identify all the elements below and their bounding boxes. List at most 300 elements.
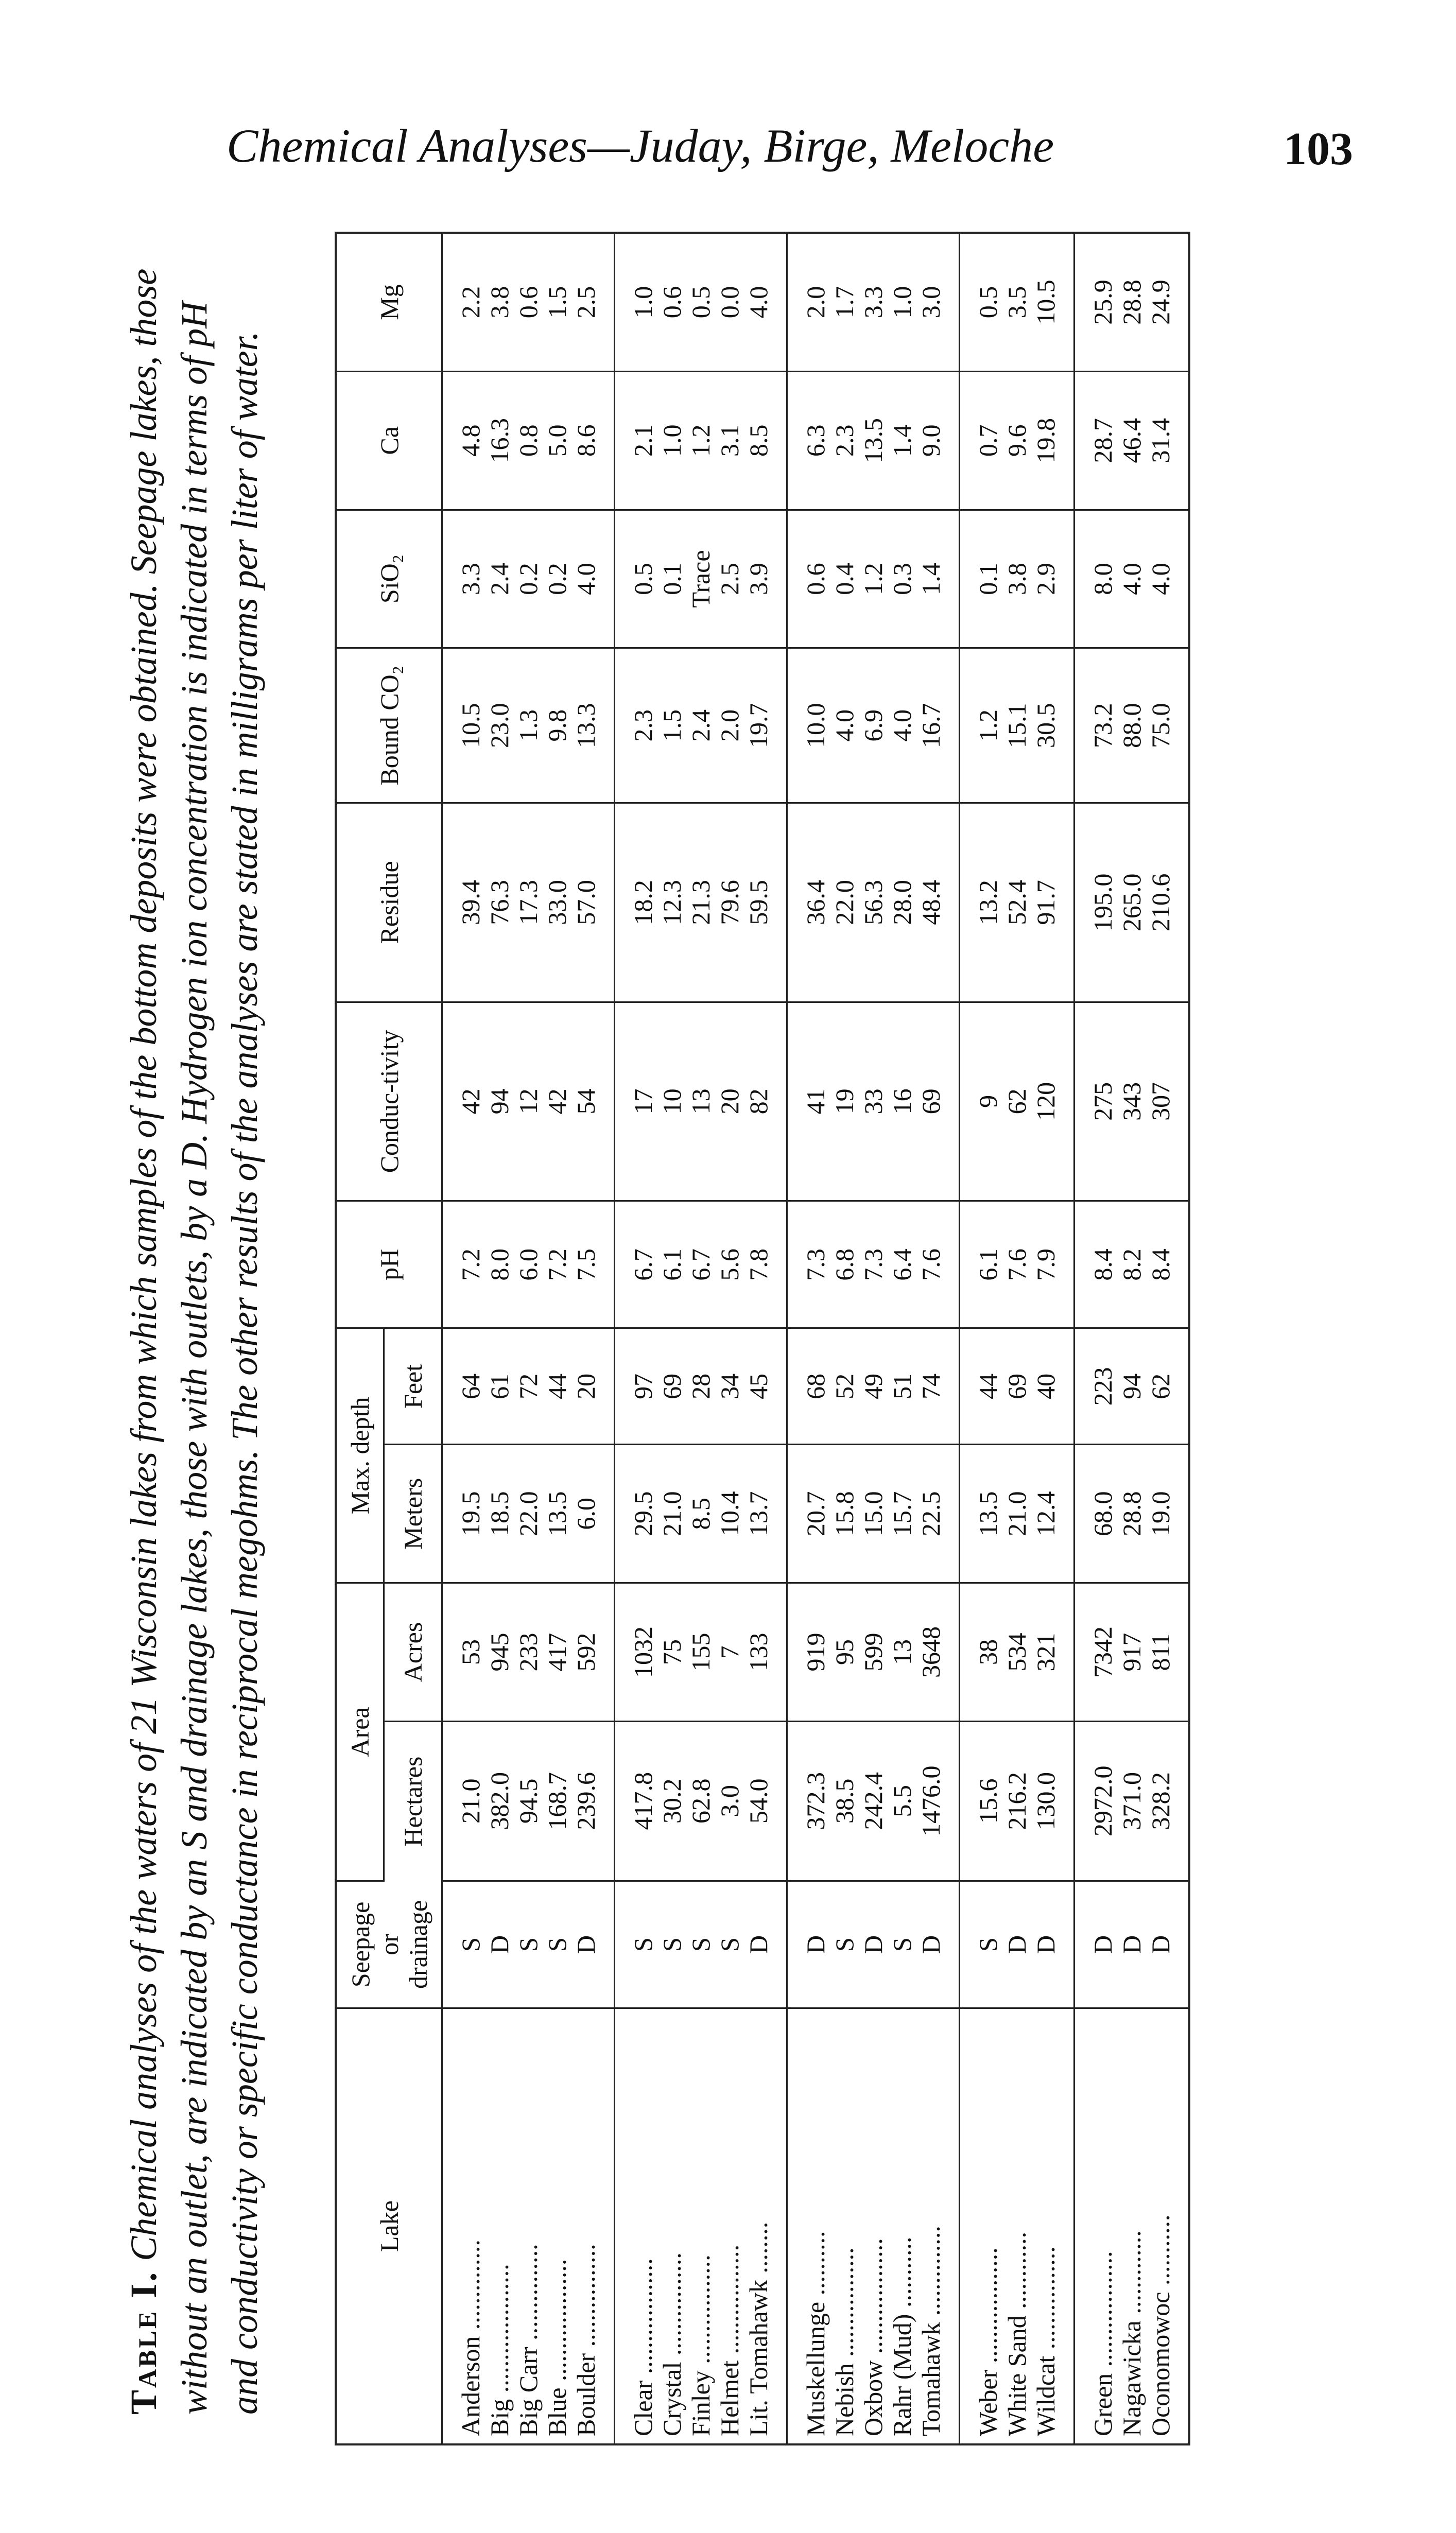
cell-value: 69 <box>1002 1373 1031 1399</box>
cell-value: 9.8 <box>543 709 571 742</box>
cell-value: 3.8 <box>485 286 514 319</box>
cell-value: 15.7 <box>888 1491 916 1536</box>
cell-value: 7.5 <box>571 1248 600 1281</box>
cell-value: 59.5 <box>744 880 773 925</box>
cell-bound-co2 <box>960 648 1074 803</box>
cell-seepage <box>1074 1881 1190 2008</box>
cell-seepage <box>787 1881 960 2008</box>
cell-value: 12.3 <box>657 880 686 925</box>
cell-value: 38.5 <box>830 1778 859 1824</box>
cell-value: 12 <box>514 1088 543 1115</box>
cell-value: 216.2 <box>1002 1772 1031 1830</box>
cell-value: 242.4 <box>859 1772 888 1830</box>
cell-bound-co2 <box>787 648 960 803</box>
cell-value: 265.0 <box>1117 873 1146 932</box>
cell-value: 1.5 <box>543 286 571 319</box>
cell-acres <box>442 1583 615 1722</box>
cell-value: 8.4 <box>1146 1248 1175 1281</box>
cell-feet <box>442 1328 615 1445</box>
header-acres: Acres <box>384 1583 442 1722</box>
cell-value: 275 <box>1088 1082 1117 1121</box>
cell-value: 8.5 <box>744 424 773 457</box>
running-title: Chemical Analyses—Juday, Birge, Meloche <box>227 119 1054 172</box>
cell-value: 2972.0 <box>1088 1765 1117 1837</box>
cell-value: 592 <box>571 1633 600 1672</box>
lake-name: Muskellunge .......... <box>801 2231 830 2436</box>
cell-value: 382.0 <box>485 1772 514 1830</box>
cell-value: 0.1 <box>657 563 686 595</box>
cell-value: D <box>1002 1935 1031 1954</box>
cell-value: 8.0 <box>1088 563 1117 595</box>
cell-residue <box>615 803 787 1002</box>
cell-value: 30.2 <box>657 1778 686 1824</box>
cell-lakes <box>787 2008 960 2444</box>
cell-value: 52.4 <box>1002 880 1031 925</box>
cell-value: 9.0 <box>916 424 945 457</box>
cell-value: 62 <box>1146 1373 1175 1399</box>
cell-value: 33.0 <box>543 880 571 925</box>
cell-value: 7.2 <box>543 1248 571 1281</box>
lake-name: Tomahawk .............. <box>916 2226 945 2436</box>
cell-value: 13.5 <box>974 1491 1002 1536</box>
cell-feet <box>1074 1328 1190 1445</box>
cell-ph <box>615 1201 787 1328</box>
cell-value: 371.0 <box>1117 1772 1146 1830</box>
cell-acres <box>1074 1583 1190 1722</box>
cell-value: 13 <box>686 1088 715 1115</box>
lake-name: Big .................... <box>485 2264 514 2436</box>
lake-name: Weber .................. <box>974 2247 1002 2436</box>
cell-value: 3.1 <box>715 424 744 457</box>
cell-sio2 <box>787 510 960 648</box>
cell-value: D <box>485 1935 514 1954</box>
cell-value: 1.4 <box>916 563 945 595</box>
cell-lakes <box>1074 2008 1190 2444</box>
cell-value: 239.6 <box>571 1772 600 1830</box>
cell-value: 195.0 <box>1088 873 1117 932</box>
cell-value: 6.4 <box>888 1248 916 1281</box>
cell-ph <box>960 1201 1074 1328</box>
cell-value: 307 <box>1146 1082 1175 1121</box>
table-caption <box>118 263 270 2415</box>
cell-value: 68.0 <box>1088 1491 1117 1536</box>
cell-seepage <box>960 1881 1074 2008</box>
cell-value: 57.0 <box>571 880 600 925</box>
cell-value: 1.0 <box>629 286 657 319</box>
cell-mg <box>1074 233 1190 371</box>
cell-value: 6.7 <box>686 1248 715 1281</box>
cell-value: 5.0 <box>543 424 571 457</box>
lake-name: Green .................. <box>1088 2251 1117 2436</box>
cell-sio2 <box>442 510 615 648</box>
cell-value: S <box>715 1937 744 1952</box>
cell-value: 13.5 <box>543 1491 571 1536</box>
cell-feet <box>615 1328 787 1445</box>
cell-value: 10.4 <box>715 1491 744 1536</box>
cell-residue <box>787 803 960 1002</box>
cell-value: 7 <box>715 1645 744 1659</box>
cell-value: 0.6 <box>801 563 830 595</box>
cell-value: 4.0 <box>744 286 773 319</box>
cell-value: 4.0 <box>1146 563 1175 595</box>
cell-conductivity <box>787 1002 960 1201</box>
cell-value: 41 <box>801 1088 830 1115</box>
cell-value: 1032 <box>629 1626 657 1678</box>
cell-value: 2.4 <box>485 563 514 595</box>
header-bound-co2: Bound CO₂ <box>336 648 442 803</box>
lake-name: Finley ................. <box>686 2254 715 2436</box>
cell-value: 0.2 <box>543 563 571 595</box>
cell-value: 0.6 <box>514 286 543 319</box>
cell-value: 15.8 <box>830 1491 859 1536</box>
header-meters: Meters <box>384 1445 442 1583</box>
cell-value: S <box>629 1937 657 1952</box>
cell-value: 21.3 <box>686 880 715 925</box>
cell-value: 38 <box>974 1639 1002 1665</box>
cell-value: 6.9 <box>859 709 888 742</box>
cell-value: 61 <box>485 1373 514 1399</box>
lake-name: Anderson .............. <box>456 2240 485 2436</box>
cell-value: S <box>686 1937 715 1952</box>
cell-value: 0.5 <box>974 286 1002 319</box>
cell-value: 94.5 <box>514 1778 543 1824</box>
cell-value: 13.7 <box>744 1491 773 1536</box>
cell-value: 62 <box>1002 1088 1031 1115</box>
lake-name: Boulder ................ <box>571 2244 600 2436</box>
table-row <box>442 233 615 2444</box>
cell-value: 15.1 <box>1002 703 1031 748</box>
cell-mg <box>442 233 615 371</box>
cell-value: 18.2 <box>629 880 657 925</box>
cell-ca <box>1074 371 1190 510</box>
cell-value: S <box>456 1937 485 1952</box>
cell-value: 155 <box>686 1633 715 1672</box>
cell-conductivity <box>960 1002 1074 1201</box>
lake-name: Blue ................... <box>543 2259 571 2436</box>
cell-value: 328.2 <box>1146 1772 1175 1830</box>
cell-value: 417 <box>543 1633 571 1672</box>
header-feet: Feet <box>384 1328 442 1445</box>
cell-value: 17 <box>629 1088 657 1115</box>
cell-value: 7342 <box>1088 1626 1117 1678</box>
cell-value: 10 <box>657 1088 686 1115</box>
cell-value: D <box>859 1935 888 1954</box>
header-max-depth: Max. depth <box>336 1328 384 1583</box>
cell-value: 0.1 <box>974 563 1002 595</box>
cell-value: 4.0 <box>571 563 600 595</box>
cell-value: 16.3 <box>485 418 514 463</box>
header-conductivity: Conduc-tivity <box>336 1002 442 1201</box>
cell-value: S <box>830 1937 859 1952</box>
cell-value: 74 <box>916 1373 945 1399</box>
cell-value: 1.7 <box>830 286 859 319</box>
cell-value: S <box>888 1937 916 1952</box>
cell-value: 6.7 <box>629 1248 657 1281</box>
cell-value: 811 <box>1146 1633 1175 1671</box>
cell-mg <box>787 233 960 371</box>
cell-value: 28.7 <box>1088 418 1117 463</box>
cell-value: 6.1 <box>974 1248 1002 1281</box>
cell-value: 2.0 <box>715 709 744 742</box>
cell-value: 79.6 <box>715 880 744 925</box>
cell-value: 69 <box>916 1088 945 1115</box>
cell-value: D <box>1088 1935 1117 1954</box>
cell-value: D <box>744 1935 773 1954</box>
cell-hectares <box>787 1721 960 1881</box>
cell-value: 69 <box>657 1373 686 1399</box>
cell-value: 417.8 <box>629 1772 657 1830</box>
cell-value: 3.8 <box>1002 563 1031 595</box>
cell-value: 0.7 <box>974 424 1002 457</box>
cell-value: S <box>514 1937 543 1952</box>
cell-value: 22.5 <box>916 1491 945 1536</box>
cell-ca <box>442 371 615 510</box>
cell-value: 54 <box>571 1088 600 1115</box>
cell-value: 7.9 <box>1031 1248 1060 1281</box>
cell-value: 13.2 <box>974 880 1002 925</box>
cell-lakes <box>615 2008 787 2444</box>
cell-value: 0.0 <box>715 286 744 319</box>
cell-ca <box>960 371 1074 510</box>
cell-value: 7.8 <box>744 1248 773 1281</box>
cell-value: 2.3 <box>629 709 657 742</box>
cell-residue <box>960 803 1074 1002</box>
lake-name: Crystal ................ <box>657 2252 686 2436</box>
cell-value: 534 <box>1002 1633 1031 1672</box>
cell-value: 233 <box>514 1633 543 1672</box>
table-label: Table I. <box>123 2270 164 2415</box>
cell-value: 5.6 <box>715 1248 744 1281</box>
table-row <box>1074 233 1190 2444</box>
table-row <box>787 233 960 2444</box>
cell-ca <box>615 371 787 510</box>
cell-value: 40 <box>1031 1373 1060 1399</box>
cell-value: 48.4 <box>916 880 945 925</box>
cell-seepage <box>615 1881 787 2008</box>
cell-meters <box>615 1445 787 1583</box>
cell-value: 19.5 <box>456 1491 485 1536</box>
cell-value: 0.3 <box>888 563 916 595</box>
cell-value: 1.5 <box>657 709 686 742</box>
cell-value: 3648 <box>916 1626 945 1678</box>
cell-value: 10.5 <box>1031 280 1060 325</box>
cell-value: 4.0 <box>888 709 916 742</box>
cell-value: 1.3 <box>514 709 543 742</box>
cell-value: 95 <box>830 1639 859 1665</box>
cell-meters <box>960 1445 1074 1583</box>
cell-value: 46.4 <box>1117 418 1146 463</box>
cell-value: 49 <box>859 1373 888 1399</box>
cell-lakes <box>960 2008 1074 2444</box>
cell-value: 9 <box>974 1095 1002 1108</box>
cell-value: 20 <box>571 1373 600 1399</box>
cell-value: 6.1 <box>657 1248 686 1281</box>
lake-name: Nebish ................. <box>830 2247 859 2436</box>
cell-value: 76.3 <box>485 880 514 925</box>
lake-group <box>960 233 1074 2444</box>
cell-value: 8.6 <box>571 424 600 457</box>
cell-value: 223 <box>1088 1367 1117 1406</box>
cell-hectares <box>615 1721 787 1881</box>
cell-value: 33 <box>859 1088 888 1115</box>
cell-value: 0.2 <box>514 563 543 595</box>
cell-value: 56.3 <box>859 880 888 925</box>
cell-value: 13 <box>888 1639 916 1665</box>
cell-acres <box>787 1583 960 1722</box>
cell-value: 13.3 <box>571 703 600 748</box>
cell-value: 919 <box>801 1633 830 1672</box>
cell-value: S <box>974 1937 1002 1952</box>
lake-name: Lit. Tomahawk ........ <box>744 2222 773 2436</box>
cell-value: 8.0 <box>485 1248 514 1281</box>
cell-value: 8.4 <box>1088 1248 1117 1281</box>
cell-value: 24.9 <box>1146 280 1175 325</box>
cell-mg <box>615 233 787 371</box>
cell-hectares <box>1074 1721 1190 1881</box>
lake-group <box>1074 233 1190 2444</box>
cell-value: 4.0 <box>1117 563 1146 595</box>
lake-name: Nagawicka ............. <box>1117 2230 1146 2436</box>
cell-acres <box>615 1583 787 1722</box>
cell-value: 1.0 <box>657 424 686 457</box>
cell-value: 2.1 <box>629 424 657 457</box>
lake-group <box>442 233 615 2444</box>
lake-name: Big Carr ............... <box>514 2244 543 2436</box>
cell-value: 91.7 <box>1031 880 1060 925</box>
cell-value: 917 <box>1117 1633 1146 1672</box>
cell-value: 21.0 <box>657 1491 686 1536</box>
cell-value: S <box>543 1937 571 1952</box>
cell-value: 54.0 <box>744 1778 773 1824</box>
cell-value: 51 <box>888 1373 916 1399</box>
lake-name: Clear .................. <box>629 2258 657 2436</box>
cell-value: 97 <box>629 1373 657 1399</box>
cell-value: 8.2 <box>1117 1248 1146 1281</box>
cell-value: 28.0 <box>888 880 916 925</box>
cell-value: 7.3 <box>859 1248 888 1281</box>
cell-value: 168.7 <box>543 1772 571 1830</box>
cell-value: 44 <box>974 1373 1002 1399</box>
cell-value: 210.6 <box>1146 873 1175 932</box>
lake-group <box>615 233 787 2444</box>
cell-value: 1476.0 <box>916 1765 945 1837</box>
cell-value: 52 <box>830 1373 859 1399</box>
cell-value: 42 <box>543 1088 571 1115</box>
cell-hectares <box>442 1721 615 1881</box>
page-number: 103 <box>1284 124 1353 175</box>
cell-lakes <box>442 2008 615 2444</box>
cell-value: 1.4 <box>888 424 916 457</box>
cell-value: 44 <box>543 1373 571 1399</box>
cell-value: 64 <box>456 1373 485 1399</box>
cell-ca <box>787 371 960 510</box>
cell-value: 15.6 <box>974 1778 1002 1824</box>
cell-value: 22.0 <box>830 880 859 925</box>
cell-value: 3.0 <box>715 1785 744 1817</box>
cell-value: Trace <box>686 550 715 608</box>
cell-value: 6.0 <box>571 1497 600 1530</box>
cell-value: 7.6 <box>1002 1248 1031 1281</box>
cell-value: 39.4 <box>456 880 485 925</box>
header-residue: Residue <box>336 803 442 1002</box>
cell-value: 94 <box>485 1088 514 1115</box>
cell-value: 28 <box>686 1373 715 1399</box>
cell-conductivity <box>615 1002 787 1201</box>
cell-value: 0.4 <box>830 563 859 595</box>
cell-value: 2.4 <box>686 709 715 742</box>
cell-value: 42 <box>456 1088 485 1115</box>
cell-value: 19.8 <box>1031 418 1060 463</box>
header-ca: Ca <box>336 371 442 510</box>
cell-meters <box>1074 1445 1190 1583</box>
cell-feet <box>787 1328 960 1445</box>
cell-value: 6.0 <box>514 1248 543 1281</box>
cell-value: 17.3 <box>514 880 543 925</box>
lake-name: Wildcat ................ <box>1031 2246 1060 2436</box>
cell-mg <box>960 233 1074 371</box>
cell-value: D <box>571 1935 600 1954</box>
lake-name: White Sand ............ <box>1002 2231 1031 2436</box>
cell-value: 7.6 <box>916 1248 945 1281</box>
cell-value: 3.9 <box>744 563 773 595</box>
header-seepage: Seepage or drainage <box>336 1881 442 2008</box>
cell-value: D <box>1146 1935 1175 1954</box>
cell-value: 20 <box>715 1088 744 1115</box>
table-row <box>615 233 787 2444</box>
header-area: Area <box>336 1583 384 1881</box>
cell-value: 13.5 <box>859 418 888 463</box>
cell-residue <box>1074 803 1190 1002</box>
cell-value: 3.5 <box>1002 286 1031 319</box>
cell-value: 3.3 <box>456 563 485 595</box>
cell-value: 321 <box>1031 1633 1060 1672</box>
cell-value: 30.5 <box>1031 703 1060 748</box>
cell-value: 3.3 <box>859 286 888 319</box>
cell-value: 2.9 <box>1031 563 1060 595</box>
cell-hectares <box>960 1721 1074 1881</box>
cell-value: 72 <box>514 1373 543 1399</box>
cell-residue <box>442 803 615 1002</box>
cell-value: 1.2 <box>859 563 888 595</box>
cell-ph <box>1074 1201 1190 1328</box>
header-mg: Mg <box>336 233 442 371</box>
cell-value: 18.5 <box>485 1491 514 1536</box>
cell-value: 36.4 <box>801 880 830 925</box>
cell-value: 20.7 <box>801 1491 830 1536</box>
header-lake: Lake <box>336 2008 442 2444</box>
cell-value: 1.0 <box>888 286 916 319</box>
cell-value: 25.9 <box>1088 280 1117 325</box>
cell-value: 10.5 <box>456 703 485 748</box>
cell-value: D <box>916 1935 945 1954</box>
cell-value: 7.3 <box>801 1248 830 1281</box>
cell-value: 120 <box>1031 1082 1060 1121</box>
cell-meters <box>787 1445 960 1583</box>
cell-value: 0.8 <box>514 424 543 457</box>
cell-value: 34 <box>715 1373 744 1399</box>
cell-value: 130.0 <box>1031 1772 1060 1830</box>
cell-value: 2.5 <box>715 563 744 595</box>
lake-name: Oconomowoc ........... <box>1146 2214 1175 2436</box>
cell-acres <box>960 1583 1074 1722</box>
cell-value: 0.5 <box>629 563 657 595</box>
cell-value: 15.0 <box>859 1491 888 1536</box>
cell-value: 16.7 <box>916 703 945 748</box>
header-hectares: Hectares <box>384 1721 442 1881</box>
cell-value: 75 <box>657 1639 686 1665</box>
cell-sio2 <box>1074 510 1190 648</box>
cell-value: 133 <box>744 1633 773 1672</box>
